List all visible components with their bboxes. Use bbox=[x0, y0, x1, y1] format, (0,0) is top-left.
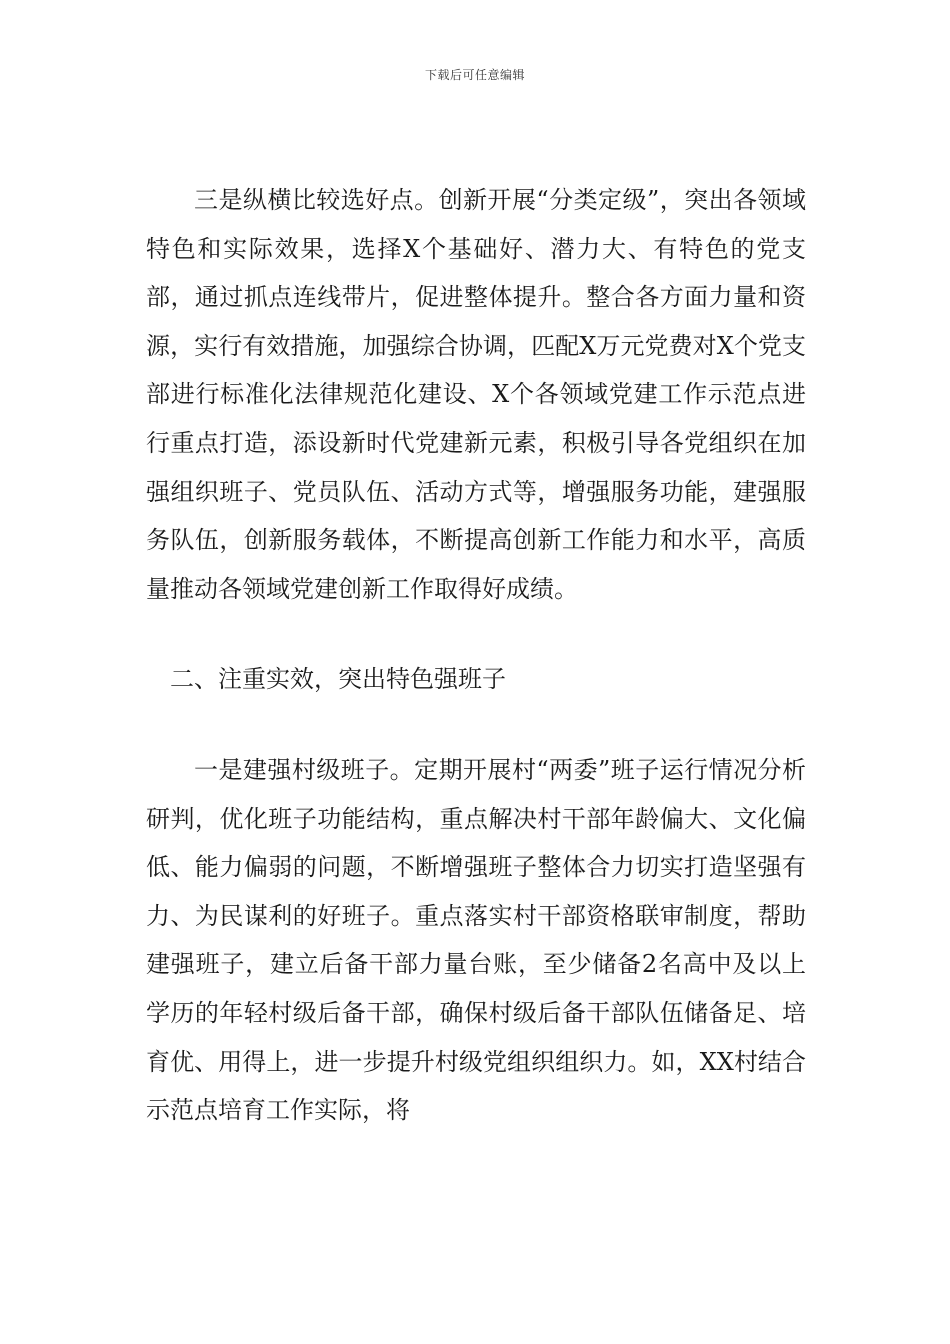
paragraph-spacer bbox=[146, 704, 806, 746]
paragraph-village-leadership: 一是建强村级班子。定期开展村“两委”班子运行情况分析研判，优化班子功能结构，重点解决村干部年龄偏大、文化偏低、能力偏弱的问题，不断增强班子整体合力切实打造坚强有力、为民谋利的好班子。重点落实村干部资格联审制度，帮助建强班子，建立后备干部力量台账，至少储备2名高中及以上学历的年轻村级后备干部，确保村级后备干部队伍储备足、培育优、用得上，进一步提升村级党组织组织力。如，XX村结合示范点培育工作实际，将 bbox=[146, 755, 806, 1125]
page-header-note: 下载后可任意编辑 bbox=[424, 68, 525, 82]
paragraph-select-demonstration-points: 三是纵横比较选好点。创新开展“分类定级”，突出各领域特色和实际效果，选择X个基础好、潜力大、有特色的党支部，通过抓点连线带片，促进整体提升。整合各方面力量和资源，实行有效措施，加强综合协调，匹配X万元党费对X个党支部进行标准化法律规范化建设、X个各领域党建工作示范点进行重点打造，添设新时代党建新元素，积极引导各党组织在加强组织班子、党员队伍、活动方式等，增强服务功能，建强服务队伍，创新服务载体，不断提高创新工作能力和水平，高质量推动各领域党建创新工作取得好成绩。 bbox=[146, 186, 806, 603]
section-heading-two: 二、注重实效，突出特色强班子 bbox=[170, 665, 506, 694]
document-body bbox=[146, 176, 806, 1135]
paragraph-spacer bbox=[146, 613, 806, 655]
